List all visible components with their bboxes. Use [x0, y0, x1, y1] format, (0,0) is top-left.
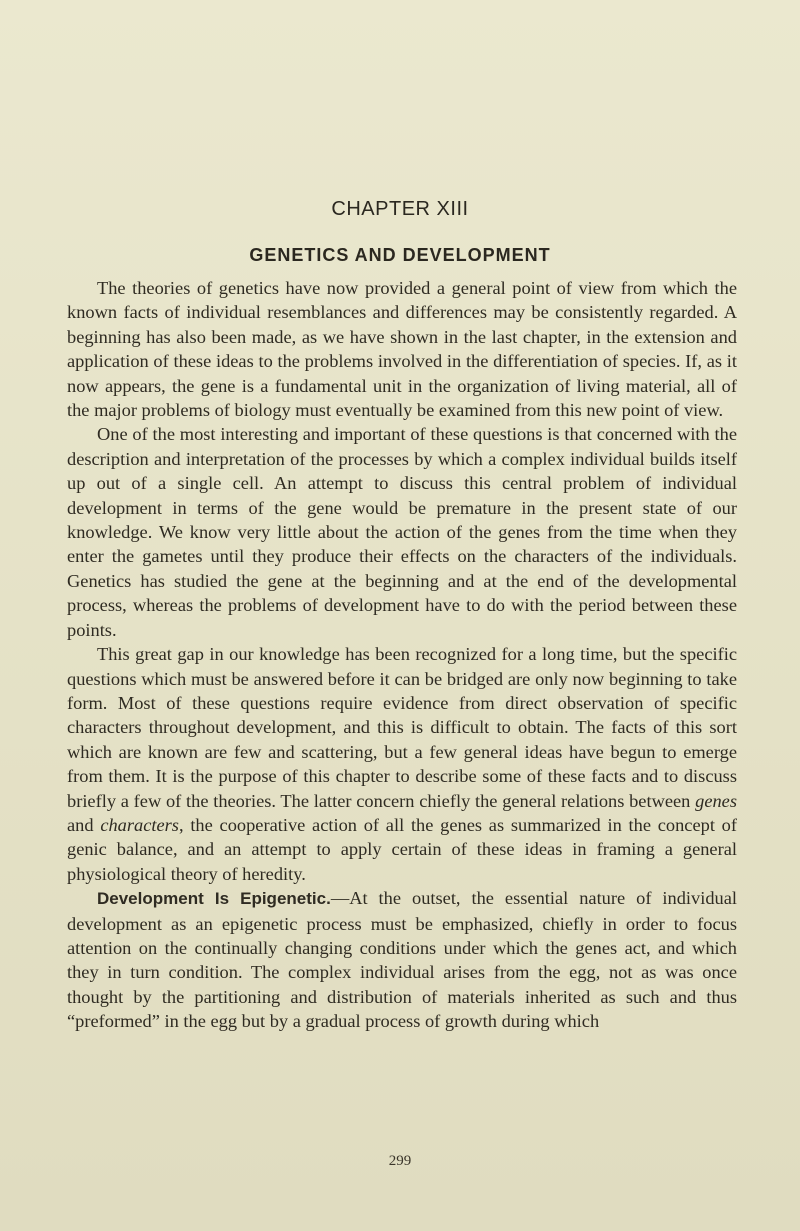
- chapter-label: CHAPTER XIII: [331, 198, 469, 220]
- text-run: , the cooperative action of all the genes as summarized in the concept of genic balance, and an attempt to apply certain of these ideas in framing a general physiological theory of heredity.: [67, 814, 738, 884]
- italic-term: characters: [100, 814, 179, 835]
- page-number: 299: [388, 1153, 412, 1169]
- italic-term: genes: [695, 790, 737, 811]
- text-run: and: [67, 814, 101, 835]
- chapter-title: GENETICS AND DEVELOPMENT: [249, 245, 551, 265]
- paragraph: One of the most interesting and important of these questions is that concerned with the description and interpretation of the processes by which a complex individual builds itself up out of a single cell. An attempt to discuss this central problem of individual development in terms of the gene would be premature in the present state of our knowledge. We know very little about the action of the genes from the time when they enter the gametes until they produce their effects on the characters of the individuals. Genetics has studied the gene at the beginning and at the end of the developmental process, whereas the problems of development have to do with the period between these points.: [67, 424, 737, 640]
- body-text: [67, 276, 737, 1034]
- text-run: This great gap in our knowledge has been recognized for a long time, but the specific questions which must be answered before it can be bridged are only now beginning to take form. Most of these questions require evidence from direct observation of specific characters throughout development, and this is difficult to obtain. The facts of this sort which are known are few and scattering, but a few general ideas have begun to emerge from them. It is the purpose of this chapter to describe some of these facts and to discuss briefly a few of the theories. The latter concern chiefly the general relations between: [67, 644, 737, 811]
- text-run: —At the outset, the essential nature of individual development as an epigenetic process must be emphasized, chiefly in order to focus attention on the continually changing conditions under which the genes act, and which they in turn condition. The complex individual arises from the egg, not as was once thought by the partitioning and distribution of materials inherited as such and thus “preformed” in the egg but by a gradual process of growth during which: [67, 888, 737, 1032]
- paragraph: [67, 886, 737, 1033]
- paragraph: [67, 642, 737, 886]
- paragraph: The theories of genetics have now provided a general point of view from which the known facts of individual resemblances and differences may be consistently regarded. A beginning has also been made, as we have shown in the last chapter, in the extension and application of these ideas to the problems involved in the differentiation of species. If, as it now appears, the gene is a fundamental unit in the organization of living material, all of the major problems of biology must eventually be examined from this new point of view.: [67, 278, 737, 421]
- section-subheading: Development Is Epigenetic.: [97, 889, 331, 909]
